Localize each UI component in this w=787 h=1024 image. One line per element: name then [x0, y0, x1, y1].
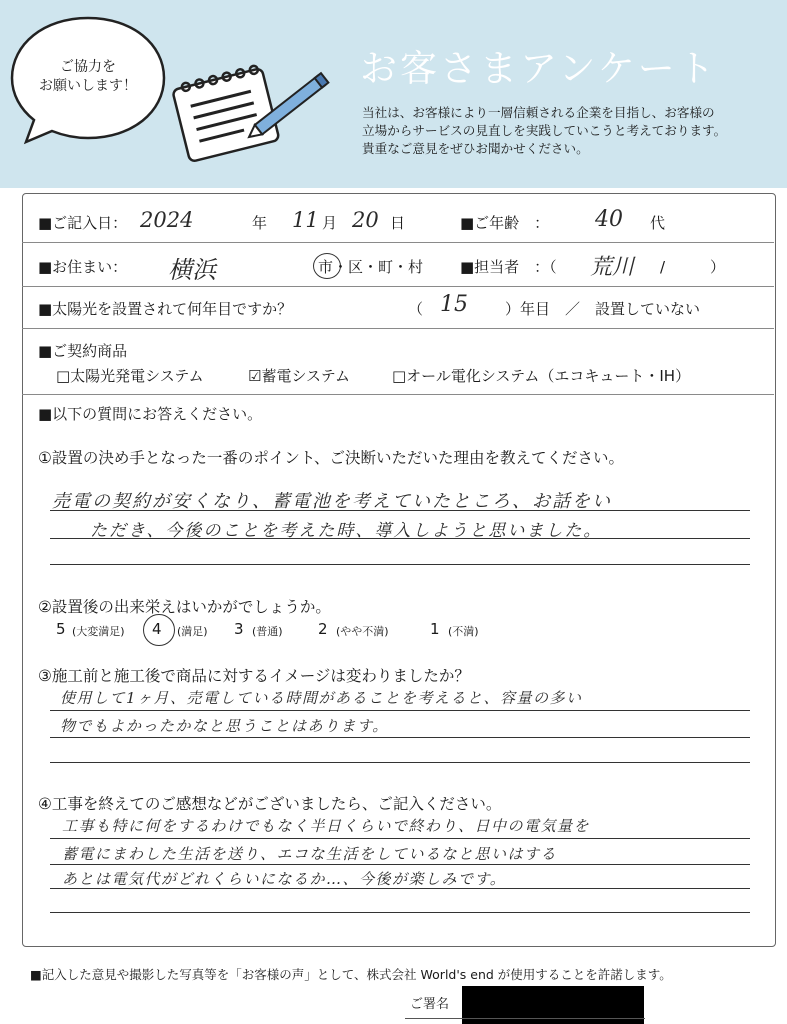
- bubble-text: [24, 58, 152, 96]
- desc-line-2: 立場からサービスの見直しを実践していこうと考えております。: [362, 123, 727, 138]
- answer-line: [50, 538, 750, 539]
- answer-line: [50, 737, 750, 738]
- address-types: 市・区・町・村: [318, 258, 424, 276]
- answer-line: [50, 710, 750, 711]
- date-month-value: 11: [292, 208, 319, 232]
- rating-1-number: 1: [430, 620, 440, 638]
- products-label: ■ご契約商品: [38, 342, 128, 360]
- q1-question: ①設置の決め手となった一番のポイント、ご決断いただいた理由を教えてください。: [38, 449, 625, 467]
- rating-2-number: 2: [318, 620, 328, 638]
- rating-3-text: (普通): [252, 625, 283, 638]
- age-unit: 代: [650, 214, 666, 232]
- solar-years-label: ■太陽光を設置されて何年目ですか？: [38, 300, 293, 318]
- divider: [22, 394, 774, 395]
- product-allelectric-option: □オール電化システム（エコキュート・IH）: [392, 367, 691, 385]
- survey-header: [0, 0, 787, 188]
- q4-answer-line-2: 蓄電にまわした生活を送り、エコな生活をしているなと思いはする: [62, 845, 558, 863]
- rating-5-text: (大変満足): [72, 625, 125, 638]
- solar-open-paren: （: [408, 300, 424, 318]
- bubble-line-2: お願いします！: [39, 78, 137, 94]
- date-label: ■ご記入日：: [38, 214, 128, 232]
- q3-question: ③施工前と施工後で商品に対するイメージは変わりましたか？: [38, 667, 470, 685]
- questions-label: ■以下の質問にお答えください。: [38, 405, 263, 423]
- q1-answer-line-1: 売電の契約が安くなり、蓄電池を考えていたところ、お話をい: [52, 491, 612, 512]
- age-label: ■ご年齢 ：: [460, 214, 550, 232]
- desc-line-3: 貴重なご意見をぜひお聞かせください。: [362, 141, 589, 156]
- notepad-pen-icon: [160, 55, 335, 165]
- page-title: お客さまアンケート: [360, 47, 718, 90]
- divider: [22, 242, 774, 243]
- product-solar-option: □太陽光発電システム: [56, 367, 204, 385]
- staff-value: 荒川: [590, 255, 635, 280]
- signature-label: ご署名: [410, 997, 450, 1012]
- address-label: ■お住まい：: [38, 258, 128, 276]
- date-day-value: 20: [352, 208, 379, 232]
- rating-4-text: (満足): [177, 625, 208, 638]
- date-year-value: 2024: [140, 208, 194, 232]
- answer-line: [50, 564, 750, 565]
- solar-years-unit: ）年目 ／ 設置していない: [505, 300, 701, 318]
- month-unit: 月: [322, 214, 338, 232]
- address-value: 横浜: [168, 256, 216, 284]
- consent-note: ■記入した意見や撮影した写真等を「お客様の声」として、株式会社 World's end が使用することを許諾します。: [30, 967, 672, 982]
- staff-label: ■担当者 ：（: [460, 258, 557, 276]
- q1-answer-line-2: ただき、今後のことを考えた時、導入しようと思いました。: [90, 521, 603, 541]
- day-unit: 日: [390, 214, 406, 232]
- product-storage-option: ☑蓄電システム: [248, 367, 350, 385]
- solar-years-value: 15: [440, 292, 468, 317]
- year-unit: 年: [252, 214, 268, 232]
- answer-line: [50, 838, 750, 839]
- answer-line: [50, 510, 750, 511]
- q4-answer-line-3: あとは電気代がどれくらいになるか…、今後が楽しみです。: [62, 870, 507, 888]
- answer-line: [50, 888, 750, 889]
- age-value: 40: [595, 207, 623, 232]
- q4-question: ④工事を終えてのご感想などがございましたら、ご記入ください。: [38, 795, 502, 813]
- q2-question: ②設置後の出来栄えはいかがでしょうか。: [38, 598, 331, 616]
- rating-4-number: 4: [152, 620, 162, 638]
- bubble-line-1: ご協力を: [60, 59, 116, 75]
- staff-close: / ）: [660, 258, 726, 276]
- q4-answer-line-1: 工事も特に何をするわけでもなく半日くらいで終わり、日中の電気量を: [62, 817, 591, 835]
- rating-1-text: (不満): [448, 625, 479, 638]
- q3-answer-line-1: 使用して1ヶ月、売電している時間があることを考えると、容量の多い: [60, 689, 583, 707]
- divider: [22, 286, 774, 287]
- rating-5-number: 5: [56, 620, 66, 638]
- header-description: [362, 104, 782, 158]
- answer-line: [50, 864, 750, 865]
- answer-line: [50, 762, 750, 763]
- rating-2-text: (やや不満): [336, 625, 389, 638]
- answer-line: [50, 912, 750, 913]
- divider: [22, 328, 774, 329]
- desc-line-1: 当社は、お客様により一層信頼される企業を目指し、お客様の: [362, 105, 715, 120]
- signature-line: [405, 1018, 645, 1019]
- rating-3-number: 3: [234, 620, 244, 638]
- q3-answer-line-2: 物でもよかったかなと思うことはあります。: [60, 717, 389, 735]
